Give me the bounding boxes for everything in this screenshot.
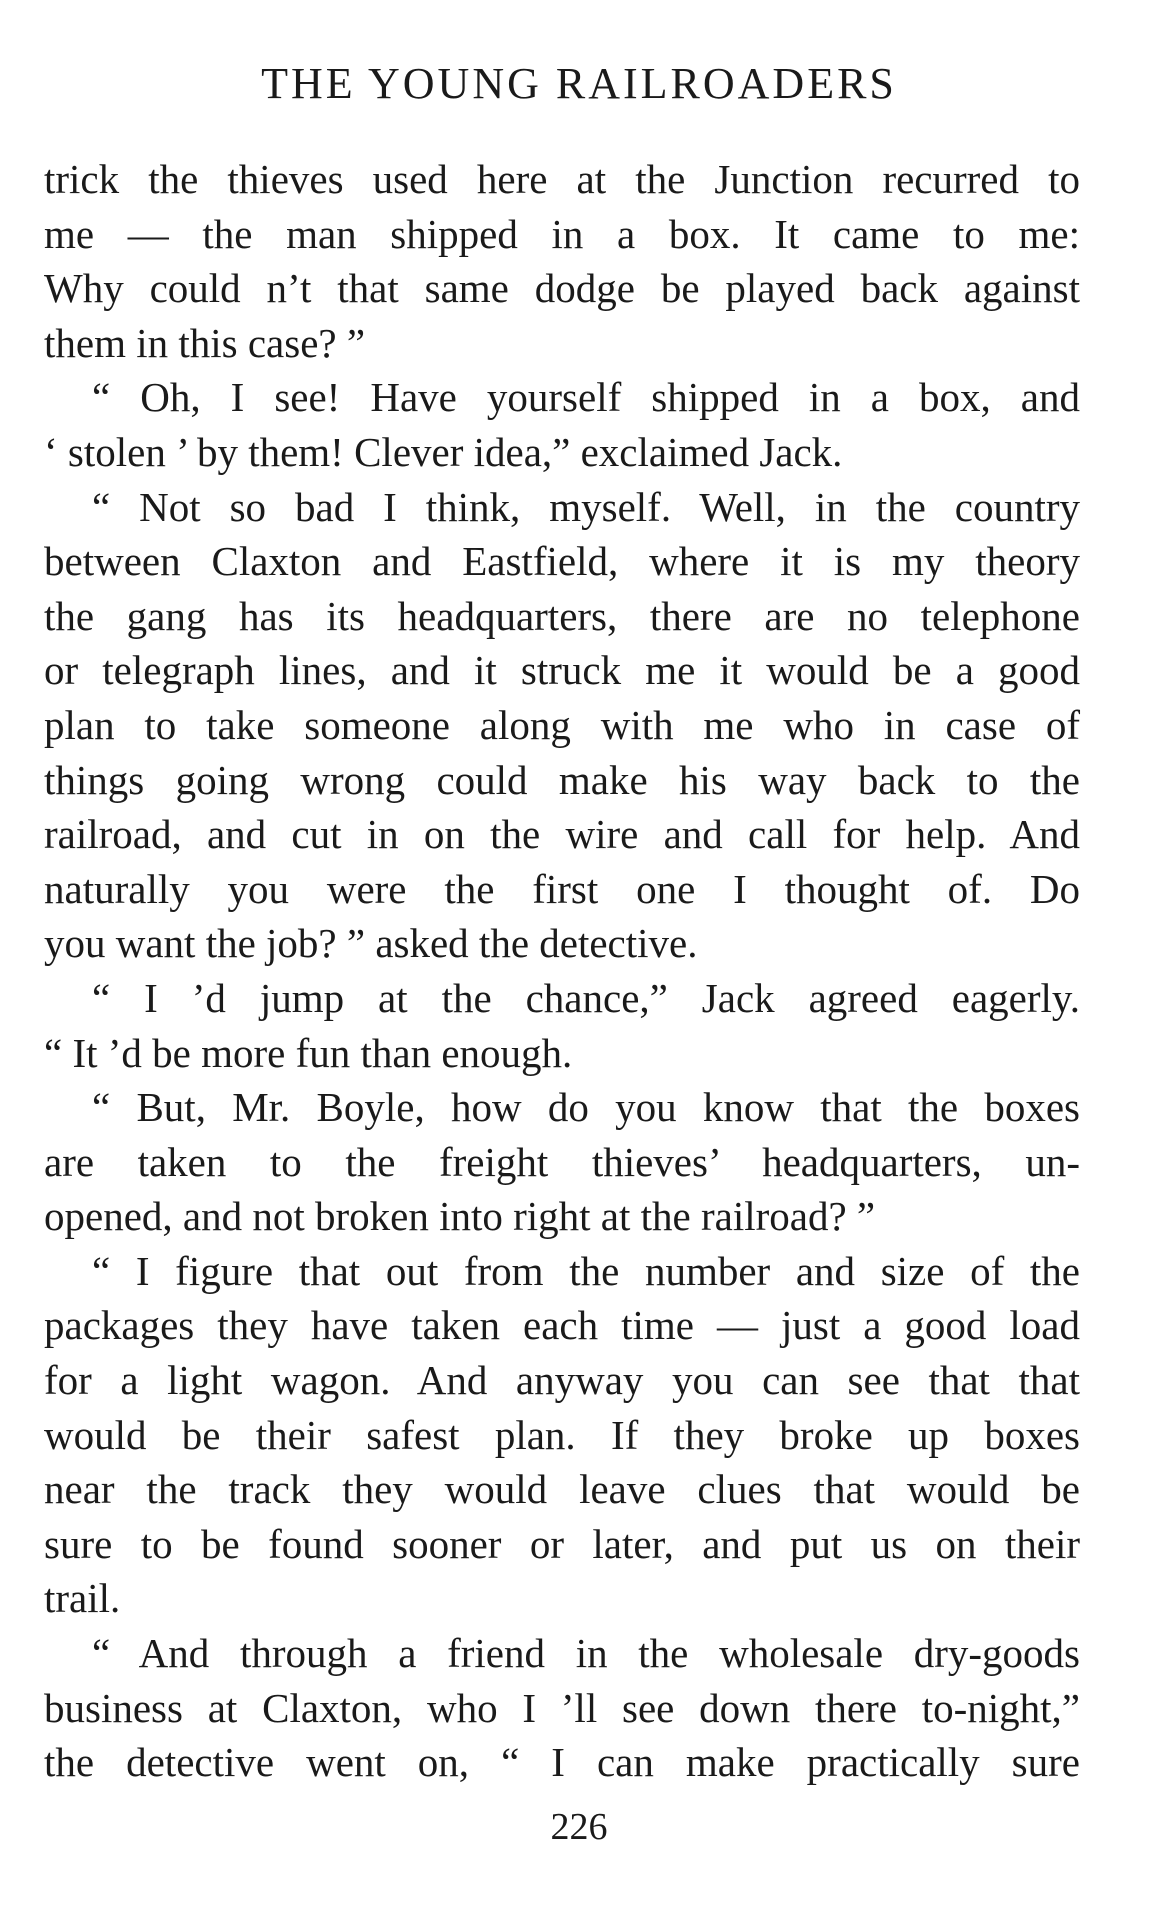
body-text [44,152,1080,1790]
text-line: trail. [44,1575,121,1622]
text-line: them in this case? ” [44,319,366,366]
running-head: THE YOUNG RAILROADERS [261,59,897,108]
text-line: opened, and not broken into right at the railroad? ” [44,1193,876,1240]
text-line: sure to be found sooner or later, and put us on their [44,1520,1080,1567]
text-line: or telegraph lines, and it struck me it would be a good [44,647,1080,694]
text-line: would be their safest plan. If they broke up boxes [44,1411,1080,1458]
text-line: the detective went on, “ I can make practically sure [44,1739,1080,1786]
text-line: “ Oh, I see! Have yourself shipped in a box, and [92,374,1080,421]
text-line: plan to take someone along with me who in case of [44,701,1080,748]
text-line: “ But, Mr. Boyle, how do you know that the boxes [92,1084,1080,1131]
text-line: “ And through a friend in the wholesale dry-goods [92,1630,1080,1677]
text-line: “ I ’d jump at the chance,” Jack agreed eagerly. [92,974,1080,1021]
text-line: Why could n’t that same dodge be played back against [44,265,1080,312]
text-line: are taken to the freight thieves’ headquarters, un- [44,1138,1080,1185]
text-line: you want the job? ” asked the detective. [44,920,698,967]
text-line: me — the man shipped in a box. It came to me: [44,210,1080,257]
text-line: between Claxton and Eastfield, where it is my theory [44,538,1080,585]
text-line: near the track they would leave clues that would be [44,1466,1080,1513]
text-line: business at Claxton, who I ’ll see down there to-night,” [44,1684,1080,1731]
text-line: “ It ’d be more fun than enough. [44,1029,573,1076]
text-line: the gang has its headquarters, there are no telephone [44,592,1080,639]
text-line: naturally you were the first one I thought of. Do [44,865,1080,912]
text-line: things going wrong could make his way back to the [44,756,1080,803]
text-line: “ I figure that out from the number and size of the [92,1247,1080,1294]
text-line: packages they have taken each time — just a good load [44,1302,1080,1349]
page-number: 226 [550,1806,608,1848]
text-line: for a light wagon. And anyway you can see that that [44,1357,1080,1404]
text-line: railroad, and cut in on the wire and call for help. And [44,811,1080,858]
text-line: trick the thieves used here at the Junction recurred to [44,156,1080,202]
text-line: ‘ stolen ’ by them! Clever idea,” exclaimed Jack. [44,428,843,475]
text-line: “ Not so bad I think, myself. Well, in the country [92,483,1080,530]
